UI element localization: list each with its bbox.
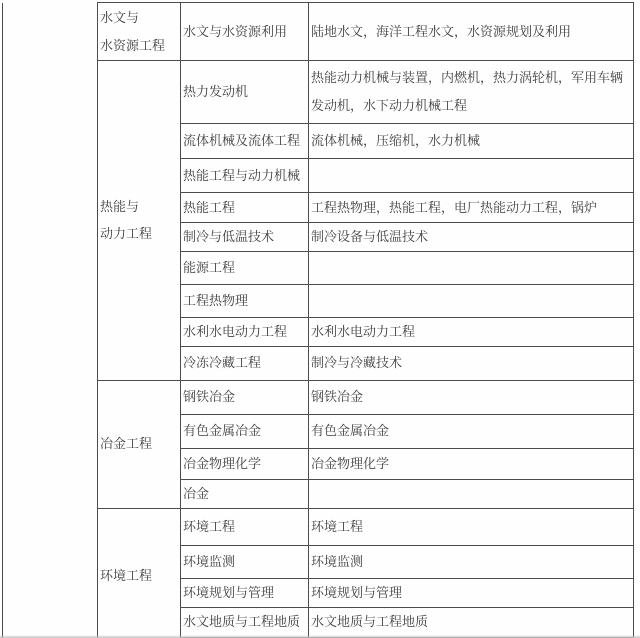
category-line: 水文与 [100, 9, 140, 25]
category-cell [98, 3, 181, 61]
sub-discipline-cell: 流体机械及流体工程 [181, 124, 309, 159]
description-cell: 有色金属冶金 [309, 414, 634, 448]
sub-discipline-cell: 热能工程 [181, 193, 309, 223]
category-line: 热能与 [100, 198, 140, 214]
category-cell [98, 508, 181, 638]
table-row [3, 61, 634, 124]
sub-discipline-cell: 环境工程 [181, 508, 309, 545]
description-cell: 钢铁冶金 [309, 380, 634, 414]
description-cell [309, 284, 634, 317]
description-cell: 环境规划与管理 [309, 578, 634, 607]
category-line: 动力工程 [100, 226, 153, 242]
sub-discipline-cell: 有色金属冶金 [181, 414, 309, 448]
category-cell [98, 380, 181, 508]
sub-discipline-cell: 热能工程与动力机械 [181, 159, 309, 193]
engineering-majors-table [2, 2, 634, 638]
sub-discipline-cell: 冶金 [181, 479, 309, 508]
description-cell: 水利水电动力工程 [309, 317, 634, 346]
sub-discipline-cell: 水文地质与工程地质 [181, 607, 309, 637]
sub-discipline-cell: 钢铁冶金 [181, 380, 309, 414]
description-cell [309, 159, 634, 193]
category-line: 水资源工程 [100, 37, 166, 53]
category-line: 冶金工程 [100, 436, 153, 452]
sub-discipline-cell: 环境监测 [181, 545, 309, 578]
description-cell: 环境工程 [309, 508, 634, 545]
description-cell [309, 251, 634, 284]
description-cell: 环境监测 [309, 545, 634, 578]
sub-discipline-cell: 冶金物理化学 [181, 448, 309, 479]
sub-discipline-cell: 工程热物理 [181, 284, 309, 317]
left-cutoff-column-cell [3, 3, 98, 638]
description-cell: 制冷设备与低温技术 [309, 223, 634, 252]
table-body [3, 3, 634, 638]
description-cell: 热能动力机械与装置，内燃机，热力涡轮机，军用车辆发动机，水下动力机械工程 [309, 61, 634, 124]
sub-discipline-cell: 热力发动机 [181, 61, 309, 124]
description-cell: 陆地水文，海洋工程水文，水资源规划及利用 [309, 3, 634, 61]
description-cell: 流体机械，压缩机，水力机械 [309, 124, 634, 159]
table-row [3, 380, 634, 414]
category-cell [98, 61, 181, 381]
description-cell: 水文地质与工程地质 [309, 607, 634, 637]
description-cell: 工程热物理，热能工程，电厂热能动力工程，锅炉 [309, 193, 634, 223]
sub-discipline-cell: 制冷与低温技术 [181, 223, 309, 252]
sub-discipline-cell: 冷冻冷藏工程 [181, 346, 309, 380]
sub-discipline-cell: 能源工程 [181, 251, 309, 284]
description-cell: 制冷与冷藏技术 [309, 346, 634, 380]
sub-discipline-cell: 环境规划与管理 [181, 578, 309, 607]
table-row [3, 508, 634, 545]
category-line: 环境工程 [100, 567, 153, 583]
description-cell [309, 479, 634, 508]
sub-discipline-cell: 水利水电动力工程 [181, 317, 309, 346]
sub-discipline-cell: 水文与水资源利用 [181, 3, 309, 61]
table-row [3, 3, 634, 61]
description-cell: 冶金物理化学 [309, 448, 634, 479]
